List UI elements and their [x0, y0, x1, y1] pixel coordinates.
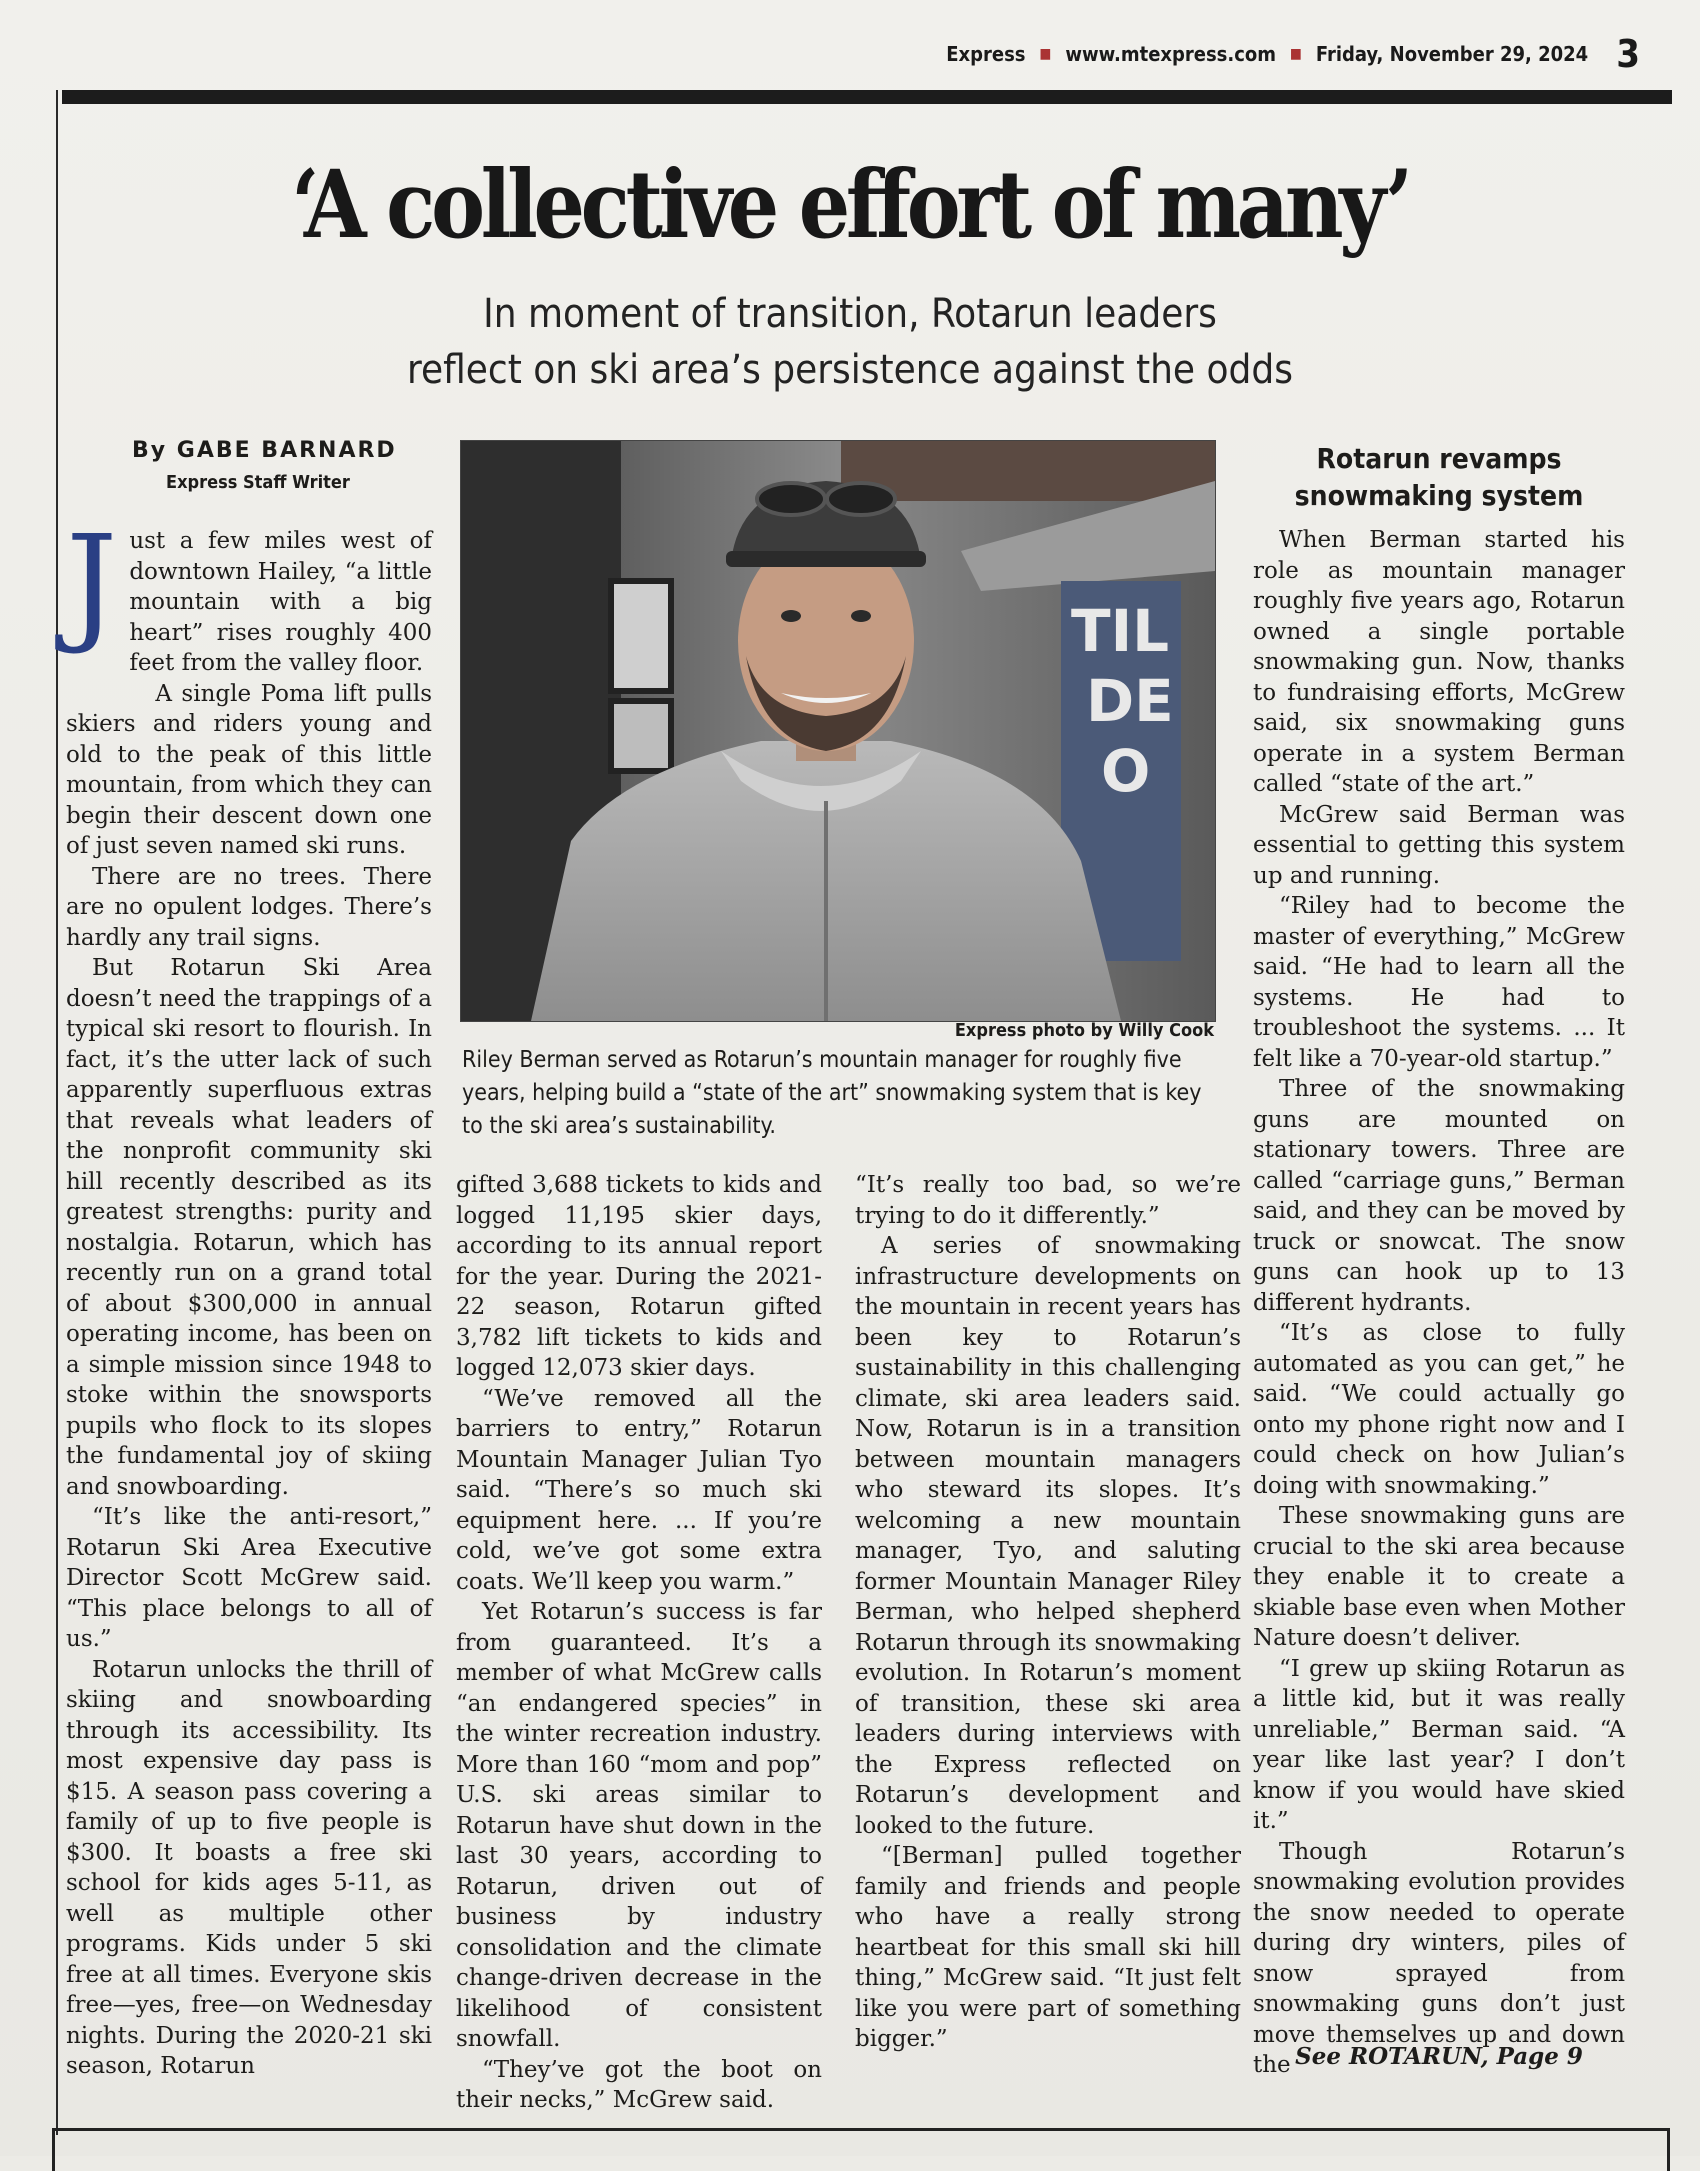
paragraph: There are no trees. There are no opulent lodges. There’s hardly any trail signs. — [66, 863, 432, 951]
sunglasses — [757, 483, 825, 515]
cap-brim — [726, 551, 926, 567]
paragraph: “It’s as close to fully automated as you can get,” he said. “We could actually go onto my phone right now and I could check on how Julian’s doing with snowmaking.” — [1253, 1320, 1625, 1499]
deck-line: In moment of transition, Rotarun leaders — [483, 291, 1217, 337]
sign-text: DE — [1086, 667, 1174, 735]
paper-name: Express — [946, 42, 1026, 66]
photo-caption: Riley Berman served as Rotarun’s mountain manager for roughly five years, helping build a “state of the art” snowmaking system that is key to the ski area’s sustainability. — [462, 1047, 1202, 1139]
subhead: Rotarun revamps snowmaking system — [1294, 442, 1584, 512]
headline: ‘A collective effort of many’ — [291, 150, 1409, 260]
separator-dot-icon: ■ — [1290, 46, 1302, 62]
roof-beams — [841, 441, 1215, 501]
paragraph: gifted 3,688 tickets to kids and logged 11,195 skier days, according to its annual report for the year. During the 2021-22 season, Rotarun gifted 3,782 lift tickets to kids and logged 12,073 skier days. — [456, 1172, 822, 1381]
deck — [0, 286, 1700, 398]
window-pane — [611, 701, 671, 771]
paragraph: These snowmaking guns are crucial to the ski area because they enable it to create a skiable base even when Mother Nature doesn’t deliver. — [1253, 1503, 1625, 1651]
website: www.mtexpress.com — [1065, 42, 1277, 66]
drop-cap: J — [66, 509, 118, 658]
column-2 — [456, 1170, 822, 2116]
deck-line: reflect on ski area’s persistence against the odds — [407, 347, 1293, 393]
sign-text: O — [1101, 737, 1151, 805]
jump-line: See ROTARUN, Page 9 — [1295, 2043, 1583, 2070]
window-pane — [611, 581, 671, 691]
byline: By GABE BARNARD — [132, 438, 397, 463]
paragraph-text: ust a few miles west of downtown Hailey, “a little mountain with a big heart” rises roughly 400 feet from the valley floor. — [129, 528, 432, 676]
paragraph — [66, 509, 432, 679]
photo-credit: Express photo by Willy Cook — [954, 1020, 1214, 1041]
eye — [851, 610, 871, 622]
paragraph: Three of the snowmaking guns are mounted on stationary towers. Three are called “carriage guns,” Berman said, and they can be moved by truck or snowcat. The snow guns can hook up to 13 different hydrants. — [1253, 1076, 1625, 1316]
sunglasses — [827, 483, 895, 515]
paragraph: McGrew said Berman was essential to getting this system up and running. — [1253, 801, 1625, 889]
sign-text: TIL — [1071, 597, 1170, 665]
paragraph: A single Poma lift pulls skiers and riders young and old to the peak of this little mountain, from which they can begin their descent down one of just seven named ski runs. — [66, 680, 432, 859]
paragraph: “[Berman] pulled together family and friends and people who have a really strong heartbeat for this small ski hill thing,” McGrew said. “It just felt like you were part of something bigger.” — [855, 1843, 1241, 2052]
top-rule — [62, 90, 1672, 104]
paragraph: “It’s really too bad, so we’re trying to do it differently.” — [855, 1172, 1241, 1229]
paragraph: “It’s like the anti-resort,” Rotarun Ski Area Executive Director Scott McGrew said. “This place belongs to all of us.” — [66, 1504, 432, 1652]
paragraph: “We’ve removed all the barriers to entry,” Rotarun Mountain Manager Julian Tyo said. “There’s so much ski equipment here. ... If you’re cold, we’ve got some extra coats. We’ll keep you warm.” — [456, 1385, 822, 1595]
separator-dot-icon: ■ — [1039, 46, 1052, 62]
paragraph: Rotarun unlocks the thrill of skiing and snowboarding through its accessibility. Its most expensive day pass is $15. A season pass covering a family of up to five people is $300. It boasts a free ski school for kids ages 5-11, as well as multiple other programs. Kids under 5 ski free at all times. Everyone skis free—yes, free—on Wednesday nights. During the 2020-21 ski season, Rotarun — [66, 1656, 432, 2079]
column-4 — [1253, 525, 1625, 2081]
page-number: 3 — [1616, 32, 1640, 76]
paragraph: A series of snowmaking infrastructure developments on the mountain in recent years has been key to Rotarun’s sustainability in this challenging climate, ski area leaders said. Now, Rotarun is in a transition between mountain managers who steward its slopes. It’s welcoming a new mountain manager, Tyo, and saluting former Mountain Manager Riley Berman, who helped shepherd Rotarun through its snowmaking evolution. In Rotarun’s moment of transition, these ski area leaders during interviews with the Express reflected on Rotarun’s development and looked to the future. — [855, 1233, 1241, 1839]
byline-title: Express Staff Writer — [166, 472, 350, 493]
paragraph: When Berman started his role as mountain manager roughly five years ago, Rotarun owned a single portable snowmaking gun. Now, thanks to fundraising efforts, McGrew said, six snowmaking guns operate in a system Berman called “state of the art.” — [1253, 527, 1625, 797]
paragraph: But Rotarun Ski Area doesn’t need the trappings of a typical ski resort to flourish. In fact, it’s the utter lack of such apparently superfluous extras that reveals what leaders of the nonprofit community ski hill recently described as its greatest strengths: purity and nostalgia. Rotarun, which has recently run on a grand total of about $300,000 in annual operating income, has been on a simple mission since 1948 to stoke within the snowsports pupils who flock to its slopes the fundamental joy of skiing and snowboarding. — [66, 955, 432, 1500]
paragraph: Though Rotarun’s snowmaking evolution provides the snow needed to operate during dry winters, piles of snow sprayed from snowmaking guns don’t just move themselves up and down the — [1253, 1838, 1625, 2078]
column-3 — [855, 1170, 1241, 2055]
paragraph: “Riley had to become the master of everything,” McGrew said. “He had to learn all the systems. He had to troubleshoot the systems. ... It felt like a 70-year-old startup.” — [1253, 893, 1625, 1072]
photo-image — [461, 441, 1215, 1021]
paragraph: “I grew up skiing Rotarun as a little kid, but it was really unreliable,” Berman said. “A year like last year? I don’t know if you would have skied it.” — [1253, 1655, 1625, 1834]
folio — [946, 34, 1640, 74]
issue-date: Friday, November 29, 2024 — [1315, 42, 1589, 66]
eye — [781, 610, 801, 622]
bottom-box-border — [52, 2128, 1670, 2171]
paragraph: “They’ve got the boot on their necks,” McGrew said. — [456, 2056, 822, 2113]
column-1 — [66, 509, 432, 2082]
portrait-photo — [460, 440, 1216, 1022]
paragraph: Yet Rotarun’s success is far from guaranteed. It’s a member of what McGrew calls “an endangered species” in the winter recreation industry. More than 160 “mom and pop” U.S. ski areas similar to Rotarun have shut down in the last 30 years, according to Rotarun, driven out of business by industry consolidation and the climate change-driven decrease in the likelihood of consistent snowfall. — [456, 1599, 822, 2052]
